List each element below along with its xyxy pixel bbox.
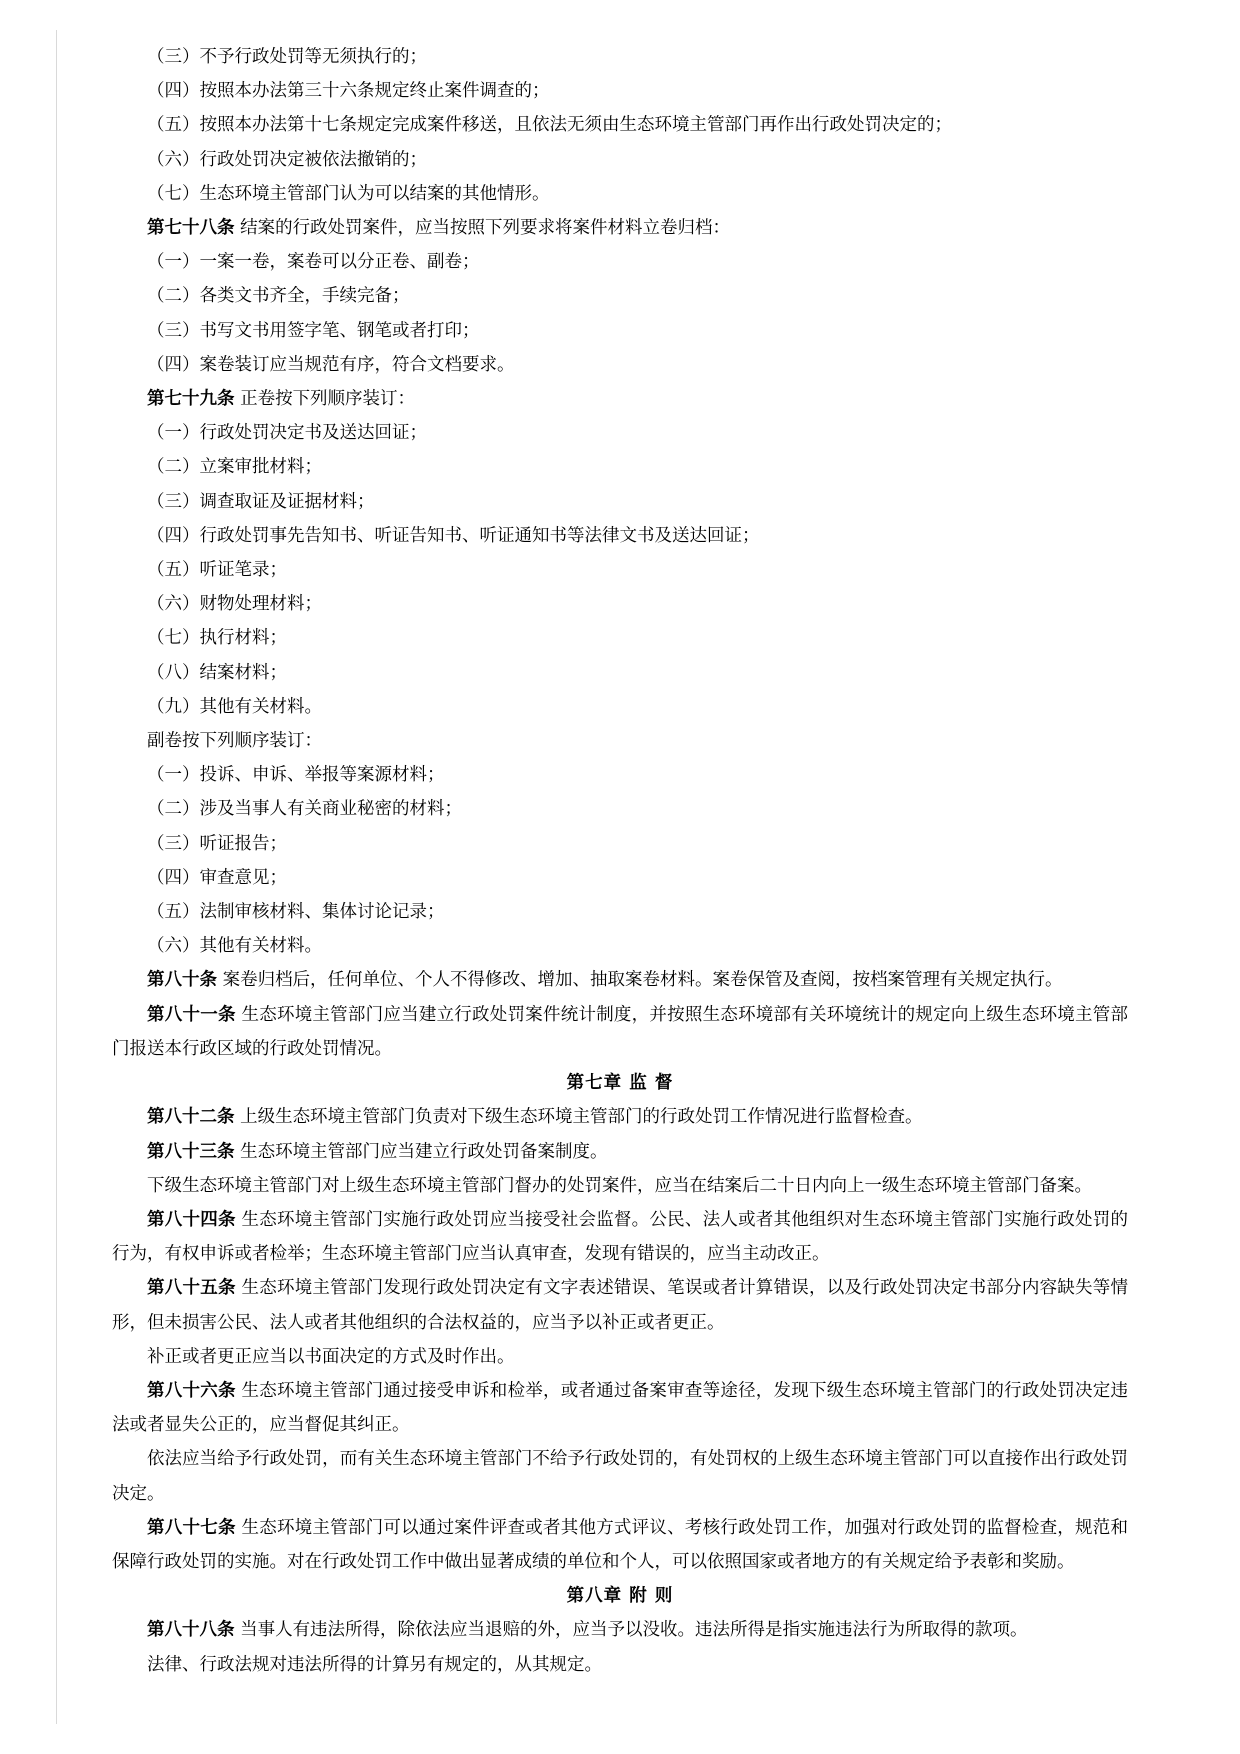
article-paragraph (112, 1374, 1128, 1442)
article-paragraph (112, 1271, 1128, 1339)
article-text: 生态环境主管部门应当建立行政处罚案件统计制度，并按照生态环境部有关环境统计的规定向上级生态环境主管部门报送本行政区域的行政处罚情况。 (112, 1004, 1129, 1059)
article-label: 第八十二条 (147, 1107, 235, 1128)
chapter-heading: 第七章 监 督 (566, 1073, 674, 1094)
article-text: 生态环境主管部门应当建立行政处罚备案制度。 (234, 1141, 608, 1162)
list-item: 下级生态环境主管部门对上级生态环境主管部门督办的处罚案件，应当在结案后二十日内向上一级生态环境主管部门备案。 (147, 1175, 1092, 1196)
article-text: 生态环境主管部门发现行政处罚决定有文字表述错误、笔误或者计算错误，以及行政处罚决定书部分内容缺失等情形，但未损害公民、法人或者其他组织的合法权益的，应当予以补正或者更正。 (112, 1278, 1129, 1333)
list-item: （五）法制审核材料、集体讨论记录； (147, 902, 445, 923)
list-item: （二）立案审批材料； (147, 457, 322, 478)
article-text: 正卷按下列顺序装订： (234, 389, 416, 410)
list-item: （七）执行材料； (147, 628, 287, 649)
chapter-heading: 第八章 附 则 (566, 1586, 674, 1607)
article-paragraph (112, 382, 1128, 416)
article-label: 第八十四条 (147, 1209, 236, 1230)
list-item: 依法应当给予行政处罚，而有关生态环境主管部门不给予行政处罚的，有处罚权的上级生态环境主管部门可以直接作出行政处罚决定。 (112, 1449, 1128, 1504)
list-item: （一）投诉、申诉、举报等案源材料； (147, 765, 445, 786)
list-item: （四）审查意见； (147, 867, 287, 888)
list-item: （七）生态环境主管部门认为可以结案的其他情形。 (147, 183, 550, 204)
article-label: 第八十条 (147, 970, 217, 991)
list-item: （五）按照本办法第十七条规定完成案件移送，且依法无须由生态环境主管部门再作出行政处罚决定的； (147, 115, 952, 136)
list-item: （六）行政处罚决定被依法撤销的； (147, 149, 427, 170)
article-label: 第七十八条 (147, 218, 235, 239)
article-paragraph (112, 1100, 1128, 1134)
list-item: （三）不予行政处罚等无须执行的； (147, 47, 427, 67)
article-paragraph (112, 998, 1128, 1066)
list-item: （三）书写文书用签字笔、钢笔或者打印； (147, 320, 480, 341)
article-text: 生态环境主管部门可以通过案件评查或者其他方式评议、考核行政处罚工作，加强对行政处罚的监督检查，规范和保障行政处罚的实施。对在行政处罚工作中做出显著成绩的单位和个人，可以依照国家或者地方的有关规定给予表彰和奖励。 (112, 1517, 1129, 1572)
article-paragraph (112, 1613, 1128, 1647)
article-paragraph (112, 1511, 1128, 1579)
article-label: 第八十六条 (147, 1380, 236, 1401)
list-item: （八）结案材料； (147, 662, 287, 683)
list-item: （三）调查取证及证据材料； (147, 491, 375, 512)
article-text: 案卷归档后，任何单位、个人不得修改、增加、抽取案卷材料。案卷保管及查阅，按档案管理有关规定执行。 (217, 970, 1063, 991)
list-item: （四）按照本办法第三十六条规定终止案件调查的； (147, 81, 550, 102)
list-item: 补正或者更正应当以书面决定的方式及时作出。 (147, 1346, 515, 1367)
article-label: 第七十九条 (147, 389, 235, 410)
article-paragraph (112, 1203, 1128, 1271)
list-item: （一）行政处罚决定书及送达回证； (147, 423, 427, 444)
list-item: （四）行政处罚事先告知书、听证告知书、听证通知书等法律文书及送达回证； (147, 525, 760, 546)
article-label: 第八十三条 (147, 1141, 235, 1162)
list-item: （四）案卷装订应当规范有序，符合文档要求。 (147, 354, 515, 375)
article-text: 当事人有违法所得，除依法应当退赔的外，应当予以没收。违法所得是指实施违法行为所取得的款项。 (234, 1620, 1028, 1641)
article-text: 结案的行政处罚案件，应当按照下列要求将案件材料立卷归档： (234, 218, 731, 239)
article-text: 生态环境主管部门实施行政处罚应当接受社会监督。公民、法人或者其他组织对生态环境主管部门实施行政处罚的行为，有权申诉或者检举；生态环境主管部门应当认真审查，发现有错误的，应当主动改正。 (112, 1209, 1129, 1265)
article-label: 第八十七条 (147, 1517, 236, 1538)
article-paragraph (112, 1135, 1128, 1169)
list-item: （三）听证报告； (147, 833, 287, 854)
article-text: 生态环境主管部门通过接受申诉和检举，或者通过备案审查等途径，发现下级生态环境主管部门的行政处罚决定违法或者显失公正的，应当督促其纠正。 (112, 1380, 1129, 1436)
list-item: （五）听证笔录； (147, 560, 287, 581)
article-label: 第八十五条 (147, 1278, 236, 1299)
document-body (112, 40, 1128, 1682)
article-paragraph (112, 963, 1128, 997)
article-label: 第八十八条 (147, 1620, 235, 1641)
list-item: 副卷按下列顺序装订： (147, 731, 322, 752)
list-item: （六）财物处理材料； (147, 594, 322, 615)
list-item: （一）一案一卷，案卷可以分正卷、副卷； (147, 252, 480, 273)
article-label: 第八十一条 (147, 1004, 236, 1025)
list-item: （九）其他有关材料。 (147, 696, 322, 717)
article-text: 上级生态环境主管部门负责对下级生态环境主管部门的行政处罚工作情况进行监督检查。 (234, 1107, 923, 1128)
list-item: （六）其他有关材料。 (147, 936, 322, 957)
list-item: 法律、行政法规对违法所得的计算另有规定的，从其规定。 (147, 1654, 602, 1675)
list-item: （二）涉及当事人有关商业秘密的材料； (147, 799, 462, 820)
article-paragraph (112, 211, 1128, 245)
list-item: （二）各类文书齐全，手续完备； (147, 286, 410, 307)
